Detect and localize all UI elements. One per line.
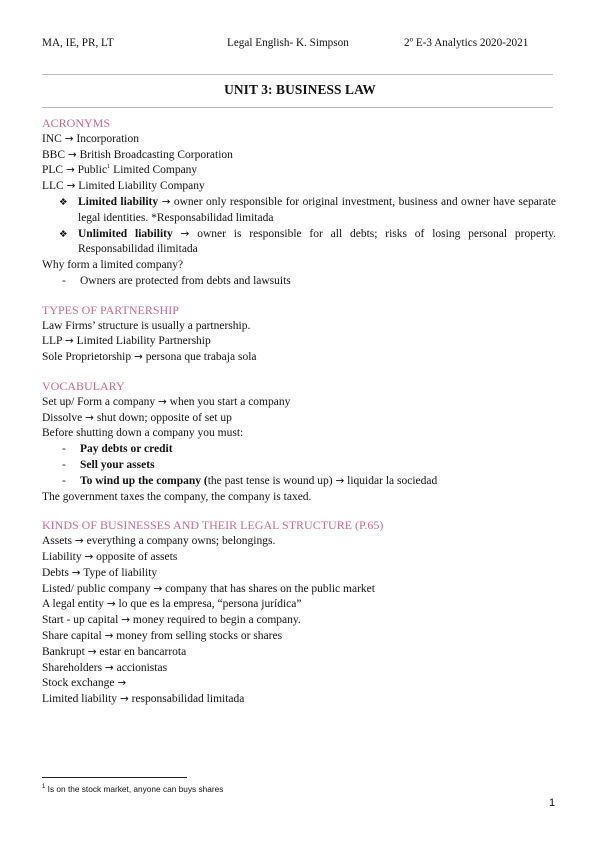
- bullet-limited-liability: ❖ Limited liability → owner only responsible for original investment, business and owner have separate legal identities. *Responsabilidad limitada: [59, 195, 557, 224]
- section-heading-kinds: KINDS OF BUSINESSES AND THEIR LEGAL STRUCTURE (P.65): [42, 518, 384, 533]
- vocab-line: Liability → opposite of assets: [42, 550, 178, 563]
- vocab-line: Assets → everything a company owns; belongings.: [42, 535, 276, 548]
- line-llp: LLP → Limited Liability Partnership: [42, 335, 211, 348]
- vocab-line: Bankrupt → estar en bancarrota: [42, 645, 187, 658]
- footnote-separator: [42, 777, 187, 778]
- line-dissolve: Dissolve → shut down; opposite of set up: [42, 411, 232, 424]
- line-sole: Sole Proprietorship → persona que trabaja sola: [42, 351, 257, 364]
- vocab-line: A legal entity → lo que es la empresa, “persona jurídica”: [42, 598, 302, 611]
- footnote-ref: 1: [107, 163, 111, 171]
- vocab-line: Debts → Type of liability: [42, 566, 158, 579]
- line-before-shutting: Before shutting down a company you must:: [42, 427, 244, 440]
- dash-owners-protected: - Owners are protected from debts and lawsuits: [62, 274, 291, 287]
- vocab-line: Start - up capital → money required to begin a company.: [42, 614, 301, 627]
- line-law-firms: Law Firms’ structure is usually a partnership.: [42, 319, 251, 332]
- line-government-taxes: The government taxes the company, the company is taxed.: [42, 490, 312, 503]
- header-left: MA, IE, PR, LT: [42, 37, 114, 49]
- title-rule-bottom: [42, 107, 553, 108]
- vocab-line: Share capital → money from selling stocks or shares: [42, 629, 283, 642]
- diamond-bullet-icon: ❖: [59, 228, 68, 240]
- section-heading-vocabulary: VOCABULARY: [42, 378, 125, 393]
- dash-pay-debts: - Pay debts or credit: [62, 443, 173, 456]
- dash-wind-up: - To wind up the company (the past tense is wound up) → liquidar la sociedad: [62, 474, 438, 487]
- title-rule-top: [42, 74, 553, 75]
- vocab-line: Shareholders → accionistas: [42, 661, 168, 674]
- page-number: 1: [549, 797, 556, 809]
- line-inc: INC → Incorporation: [42, 132, 139, 145]
- line-why-limited: Why form a limited company?: [42, 259, 184, 272]
- line-llc: LLC → Limited Liability Company: [42, 180, 205, 193]
- header-right: 2º E-3 Analytics 2020-2021: [404, 37, 529, 49]
- line-plc: PLC → Public$^1$ Limited Company: [42, 163, 198, 177]
- bullet-unlimited-liability: ❖ Unlimited liability → owner is responsible for all debts; risks of losing personal property. Responsabilidad ilimitada: [59, 227, 556, 256]
- header-center: Legal English- K. Simpson: [227, 37, 349, 49]
- page-title: UNIT 3: BUSINESS LAW: [224, 82, 376, 97]
- line-bbc: BBC → British Broadcasting Corporation: [42, 148, 233, 161]
- dash-sell-assets: - Sell your assets: [62, 458, 155, 471]
- diamond-bullet-icon: ❖: [59, 196, 68, 208]
- vocab-line: Limited liability → responsabilidad limitada: [42, 693, 245, 706]
- vocab-line: Stock exchange →: [42, 677, 127, 690]
- footnote: $^1$ Is on the stock market, anyone can buys shares: [42, 784, 224, 794]
- section-heading-partnership: TYPES OF PARTNERSHIP: [42, 302, 179, 317]
- document-body: [42, 116, 556, 708]
- vocab-line: Listed/ public company → company that has shares on the public market: [42, 582, 375, 595]
- section-heading-acronyms: ACRONYMS: [42, 116, 111, 130]
- line-set-up: Set up/ Form a company → when you start a company: [42, 395, 291, 408]
